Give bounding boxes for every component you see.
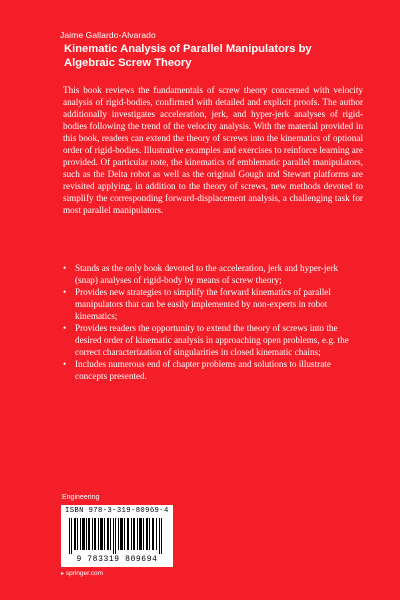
- barcode-icon: [69, 518, 165, 554]
- publisher-website-label: springer.com: [65, 570, 104, 577]
- author-name: Jaime Gallardo-Alvarado: [60, 30, 156, 40]
- isbn-label: ISBN 978-3-319-80969-4: [65, 507, 169, 515]
- feature-list-item: • Provides readers the opportunity to extend the theory of screws into the desired order of kinematic analysis in approaching open problems, e.g. the correct characterization of singularities in closed kinematic chains;: [63, 322, 363, 358]
- barcode-digits: 9 783319 809694: [76, 555, 158, 564]
- subject-category: Engineering: [62, 494, 100, 501]
- feature-list: [63, 262, 363, 382]
- arrow-icon: ▸: [61, 571, 65, 577]
- isbn-barcode: [61, 505, 173, 567]
- feature-list-item: • Stands as the only book devoted to the acceleration, jerk and hyper-jerk (snap) analyses of rigid-body by means of screw theory;: [63, 262, 363, 286]
- feature-list-item: • Provides new strategies to simplify the forward kinematics of parallel manipulators that can be easily implemented by non-experts in robot kinematics;: [63, 286, 363, 322]
- book-summary: This book reviews the fundamentals of screw theory concerned with velocity analysis of rigid-bodies, confirmed with detailed and explicit proofs. The author additionally investigates acceleration, jerk, and hyper-jerk analyses of rigid-bodies following the trend of the velocity analysis. With the material provided in this book, readers can extend the theory of screws into the kinematics of optional order of rigid-bodies. Illustrative examples and exercises to reinforce learning are provided. Of particular note, the kinematics of emblematic parallel manipulators, such as the Delta robot as well as the original Gough and Stewart platforms are revisited applying, in addition to the theory of screws, new methods devoted to simplify the corresponding forward-displacement analysis, a challenging task for most parallel manipulators.: [63, 85, 363, 215]
- feature-list-item: • Includes numerous end of chapter problems and solutions to illustrate concepts presented.: [63, 358, 363, 382]
- book-title: Kinematic Analysis of Parallel Manipulators by Algebraic Screw Theory: [64, 43, 312, 69]
- publisher-website[interactable]: [61, 570, 103, 577]
